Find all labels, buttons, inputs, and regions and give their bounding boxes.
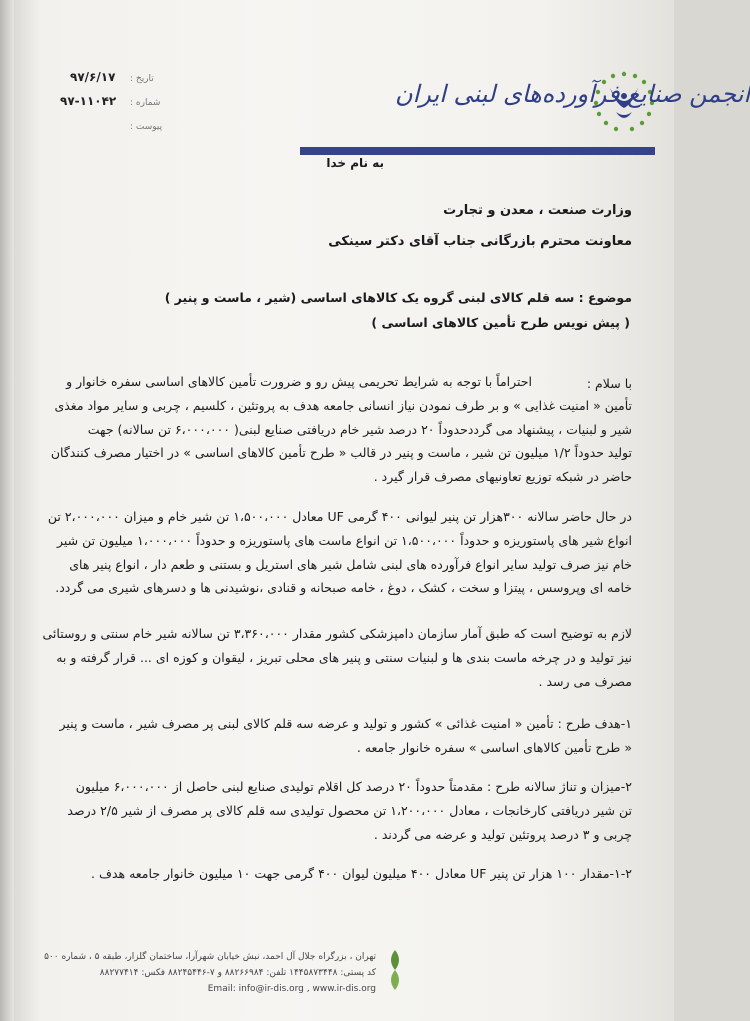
attachment-label: پیوست : xyxy=(130,122,163,132)
footer-phones: کد پستی: ۱۴۴۵۸۷۳۴۴۸ تلفن: ۸۸۲۶۶۹۸۴ و ۷-۸۸۲۴۵۴۴۶ فکس: ۸۸۲۷۷۴۱۴ xyxy=(99,968,376,978)
paragraph-line: چربی و ۳ درصد پروتئین تولید و عرضه می گردند . xyxy=(373,826,632,842)
paragraph-plan-goal xyxy=(60,712,633,760)
paragraph-line: مصرف می رسد . xyxy=(538,673,632,689)
paragraph-line: ۱-۲-مقدار ۱۰۰ هزار تن پنیر UF معادل ۴۰۰ میلیون لیوان ۴۰۰ گرمی جهت ۱۰ میلیون خانوار جامعه هدف . xyxy=(91,866,632,881)
paragraph-line: حاضر در شبکه توزیع تعاونیهای مصرف قرار گیرد . xyxy=(373,469,632,485)
greeting: با سلام : xyxy=(586,376,632,391)
paragraph-line: انواع شیر های پاستوریزه و حدوداً ۱،۵۰۰،۰۰۰ تن انواع ماست های پاستوریزه و حدوداً ۱،۰۰۰،۰۰۰ میلیون تن شیر xyxy=(56,532,632,548)
paragraph-line: شیر و لبنیات ، پیشنهاد می گرددحدوداً ۲۰ درصد شیر خام دریافتی صنایع لبنی( ۶،۰۰۰،۰۰۰ تن سالانه) جهت xyxy=(87,421,632,437)
footer-address: تهران ، بزرگراه جلال آل احمد، نبش خیابان شهرآرا، ساختمان گلزار، طبقه ۵ ، شماره ۵۰۰ xyxy=(44,952,376,962)
paragraph-line: تولید حدوداً ۱/۲ میلیون تن شیر ، ماست و پنیر در قالب « طرح تأمین کالاهای اساسی » در اختیار مصرف کنندگان xyxy=(50,445,632,461)
paragraph-current-production xyxy=(48,505,632,600)
recipient-ministry: وزارت صنعت ، معدن و تجارت xyxy=(443,203,632,218)
paragraph-statistics xyxy=(42,622,632,693)
paragraph-line: ۲-میزان و تناژ سالانه طرح : مقدمتاً حدوداً ۲۰ درصد کل اقلام تولیدی صنایع لبنی حاصل از ۶،۰۰۰،۰۰۰ میلیون xyxy=(75,779,632,794)
footer-leaf-icon xyxy=(385,948,405,992)
number-label: شماره : xyxy=(130,98,161,108)
paragraph-intro xyxy=(51,370,632,489)
footer-email-website: Email: info@ir-dis.org , www.ir-dis.org xyxy=(207,984,376,994)
subject-line: موضوع : سه قلم کالای لبنی گروه یک کالاهای اساسی (شیر ، ماست و پنیر ) xyxy=(164,290,632,305)
subject-subline: ( پیش نویس طرح تأمین کالاهای اساسی ) xyxy=(371,315,630,330)
date-label: تاریخ : xyxy=(130,74,154,84)
paragraph-line: خام نیز صرف تولید سایر انواع فرآورده های لبنی شامل شیر های استریل و بستنی و طعم دار ، انواع پنیر های xyxy=(69,556,632,572)
header-rule xyxy=(300,147,655,155)
paragraph-line: در حال حاضر سالانه ۳۰۰هزار تن پنیر لیوانی ۴۰۰ گرمی UF معادل ۱،۵۰۰،۰۰۰ تن شیر خام و میزان ۲،۰۰۰،۰۰۰ تن xyxy=(47,509,632,524)
paragraph-line: نیز تولید و در چرخه ماست بندی ها و لبنیات سنتی و پنیر های محلی تبریز ، لیقوان و کوزه ای ... قرار گرفته و به xyxy=(56,649,632,665)
paragraph-cheese-quantity xyxy=(91,862,632,886)
paragraph-line: تأمین « امنیت غذایی » و بر طرف نمودن نیاز انسانی جامعه هدف به پروتئین ، کلسیم ، چربی و سایر مواد مغذی xyxy=(54,397,632,413)
number-value: ۹۷-۱۱۰۴۲ xyxy=(60,94,117,108)
paragraph-plan-volume xyxy=(67,775,632,846)
basmala: به نام خدا xyxy=(326,156,384,170)
paragraph-line: ۱-هدف طرح : تأمین « امنیت غذائی » کشور و تولید و عرضه سه قلم کالای لبنی پر مصرف شیر ، ماست و پنیر xyxy=(59,716,632,731)
paragraph-line: لازم به توضیح است که طبق آمار سازمان دامپزشکی کشور مقدار ۳،۳۶۰،۰۰۰ تن سالانه شیر خام سنتی و روستائی xyxy=(42,626,632,641)
paragraph-line: احتراماً با توجه به شرایط تحریمی پیش رو و ضرورت تأمین کالاهای اساسی سفره خانوار و xyxy=(66,374,532,389)
date-value: ۹۷/۶/۱۷ xyxy=(70,70,116,84)
page-fold-shadow xyxy=(0,0,14,1021)
paragraph-line: تن شیر دریافتی کارخانجات ، معادل ۱،۲۰۰،۰۰۰ تن محصول تولیدی سه قلم کالای پر مصرف از شیر ۲/۵ درصد xyxy=(67,802,632,818)
paragraph-line: « طرح تأمین کالاهای اساسی » سفره خانوار جامعه . xyxy=(356,739,632,755)
paragraph-line: خامه ای وپروسس ، پیتزا و سخت ، کشک ، دوغ ، خامه صبحانه و قنادی ،نوشیدنی ها و دسرهای شیری می گردد. xyxy=(55,580,632,596)
association-logo-text: انجمن صنایع فرآورده‌های لبنی ایران xyxy=(395,80,750,108)
recipient-deputy: معاونت محترم بازرگانی جناب آقای دکتر سینکی xyxy=(328,234,632,249)
